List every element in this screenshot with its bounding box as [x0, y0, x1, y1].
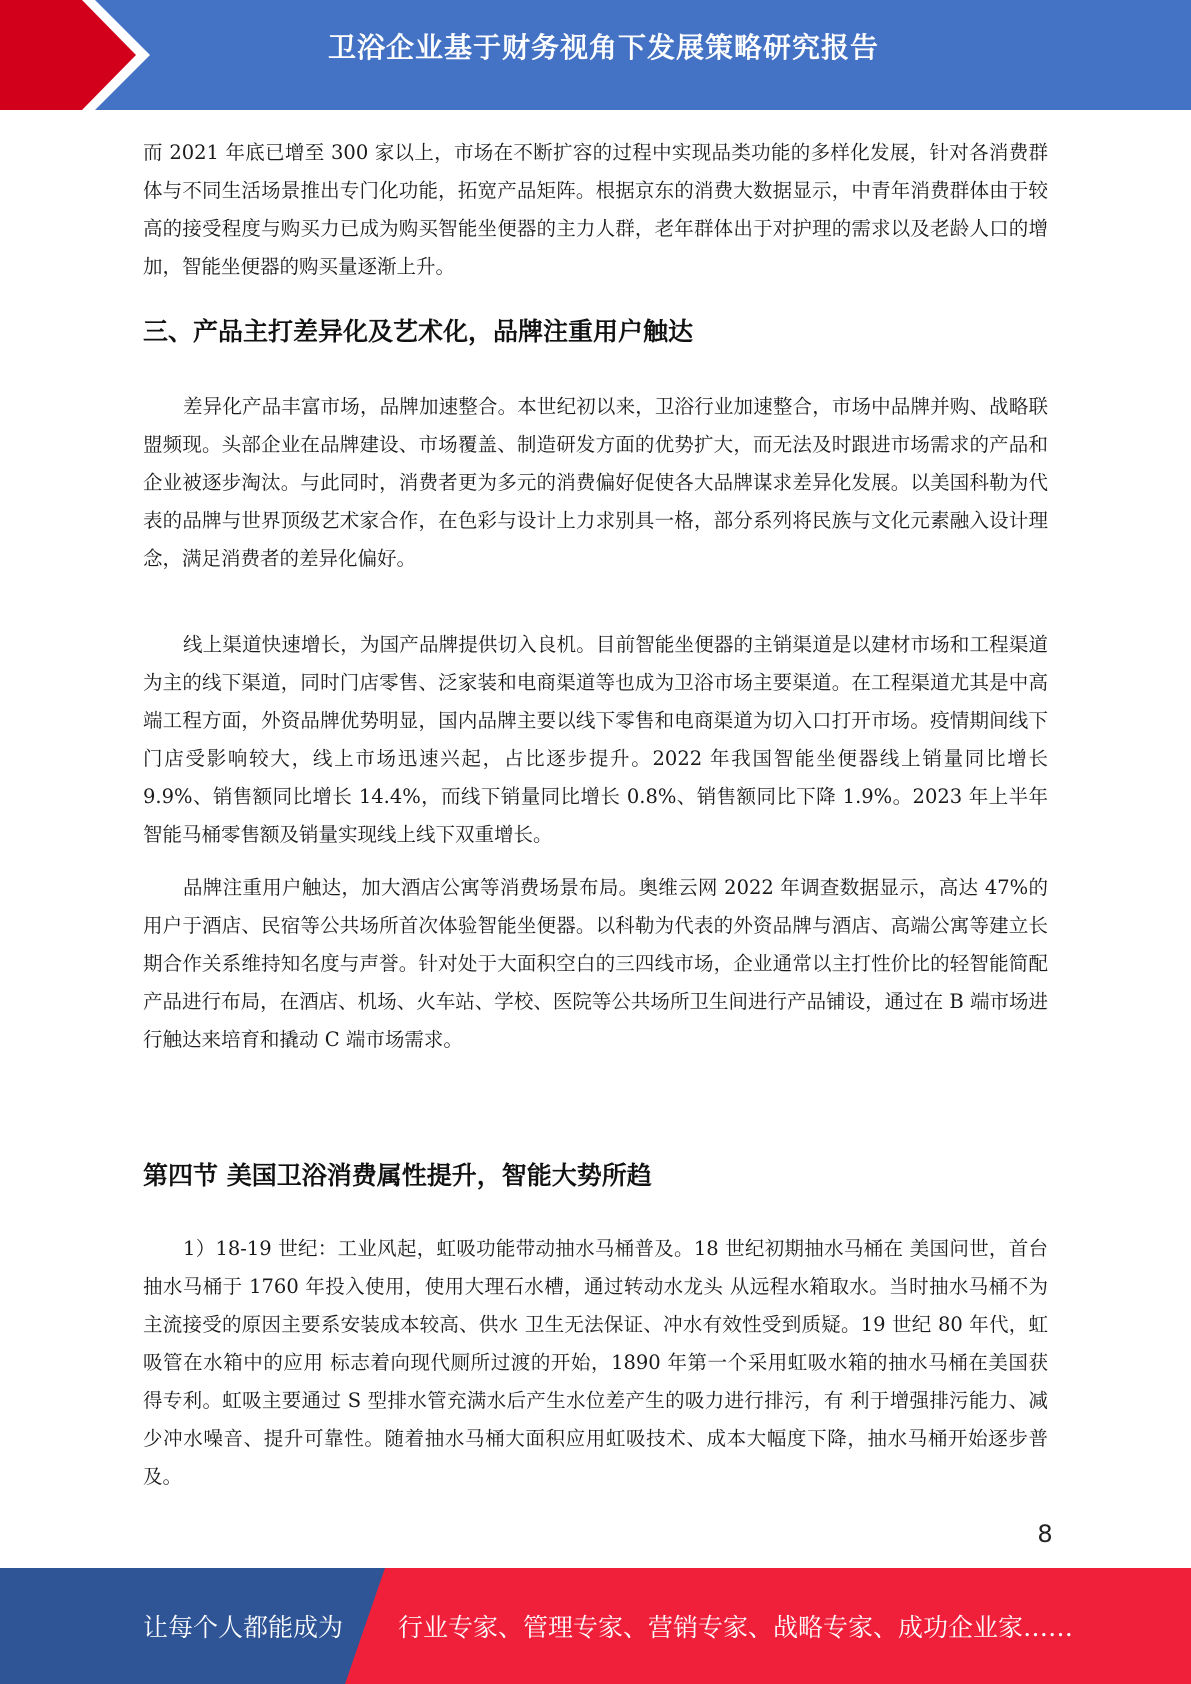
section-3-heading: 三、产品主打差异化及艺术化，品牌注重用户触达 [143, 317, 694, 346]
page-number: 8 [1037, 1520, 1053, 1548]
section-3-paragraph-1: 差异化产品丰富市场，品牌加速整合。本世纪初以来，卫浴行业加速整合，市场中品牌并购、战略联盟频现。头部企业在品牌建设、市场覆盖、制造研发方面的优势扩大，而无法及时跟进市场需求的产品和企业被逐步淘汰。与此同时，消费者更为多元的消费偏好促使各大品牌谋求差异化发展。以美国科勒为代表的品牌与世界顶级艺术家合作，在色彩与设计上力求别具一格，部分系列将民族与文化元素融入设计理念，满足消费者的差异化偏好。 [143, 395, 1048, 570]
header-chevron-graphic [0, 0, 150, 110]
section-4-paragraph-1: 1）18-19 世纪：工业风起，虹吸功能带动抽水马桶普及。18 世纪初期抽水马桶在 美国问世，首台抽水马桶于 1760 年投入使用，使用大理石水槽，通过转动水龙头 从远程水箱取水。当时抽水马桶不为主流接受的原因主要系安装成本较高、供水 卫生无法保证、冲水有效性受到质疑。19 世纪 80 年代，虹吸管在水箱中的应用 标志着向现代厕所过渡的开始，1890 年第一个采用虹吸水箱的抽水马桶在美国获 得专利。虹吸主要通过 S 型排水管充满水后产生水位差产生的吸力进行排污，有 利于增强排污能力、减少冲水噪音、提升可靠性。随着抽水马桶大面积应用虹吸技术、成本大幅度下降，抽水马桶开始逐步普及。 [143, 1237, 1048, 1488]
section-4-heading: 第四节 美国卫浴消费属性提升，智能大势所趋 [143, 1161, 652, 1190]
footer-slogan-left: 让每个人都能成为 [143, 1613, 344, 1642]
intro-paragraph: 而 2021 年底已增至 300 家以上，市场在不断扩容的过程中实现品类功能的多样化发展，针对各消费群体与不同生活场景推出专门化功能，拓宽产品矩阵。根据京东的消费大数据显示，中青年消费群体由于较高的接受程度与购买力已成为购买智能坐便器的主力人群，老年群体出于对护理的需求以及老龄人口的增加，智能坐便器的购买量逐渐上升。 [143, 141, 1048, 278]
section-3-paragraph-2: 线上渠道快速增长，为国产品牌提供切入良机。目前智能坐便器的主销渠道是以建材市场和工程渠道为主的线下渠道，同时门店零售、泛家装和电商渠道等也成为卫浴市场主要渠道。在工程渠道尤其是中高端工程方面，外资品牌优势明显，国内品牌主要以线下零售和电商渠道为切入口打开市场。疫情期间线下门店受影响较大，线上市场迅速兴起，占比逐步提升。2022 年我国智能坐便器线上销量同比增长 9.9%、销售额同比增长 14.4%，而线下销量同比增长 0.8%、销售额同比下降 1.9%。2023 年上半年智能马桶零售额及销量实现线上线下双重增长。 [143, 633, 1048, 846]
section-3-paragraph-3: 品牌注重用户触达，加大酒店公寓等消费场景布局。奥维云网 2022 年调查数据显示，高达 47%的用户于酒店、民宿等公共场所首次体验智能坐便器。以科勒为代表的外资品牌与酒店、高端公寓等建立长期合作关系维持知名度与声誉。针对处于大面积空白的三四线市场，企业通常以主打性价比的轻智能简配产品进行布局，在酒店、机场、火车站、学校、医院等公共场所卫生间进行产品铺设，通过在 B 端市场进行触达来培育和撬动 C 端市场需求。 [143, 876, 1048, 1051]
page-footer [0, 1568, 1191, 1684]
page-header [0, 0, 1191, 110]
report-title: 卫浴企业基于财务视角下发展策略研究报告 [328, 31, 880, 64]
footer-slogan-right: 行业专家、管理专家、营销专家、战略专家、成功企业家…… [398, 1613, 1074, 1642]
